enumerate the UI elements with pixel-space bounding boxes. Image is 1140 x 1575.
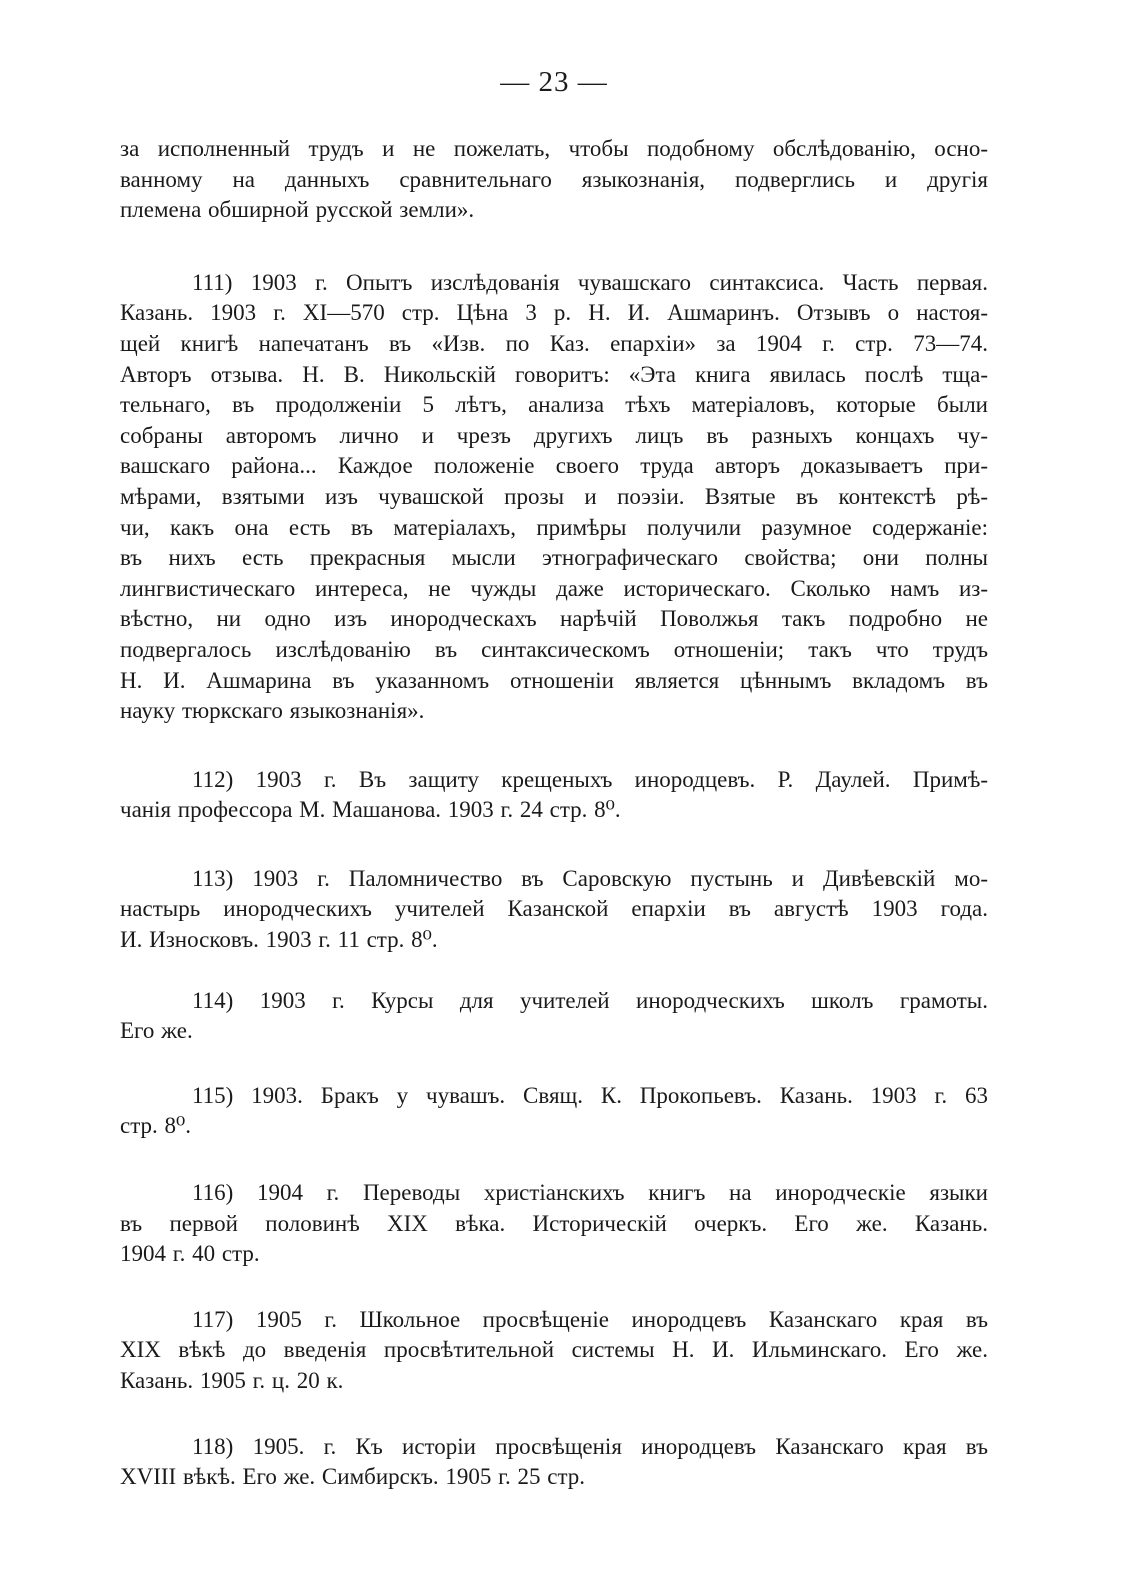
entry-115 bbox=[120, 1081, 988, 1142]
text-line: 1904 г. 40 стр. bbox=[120, 1241, 260, 1267]
entry-113 bbox=[120, 864, 988, 956]
text-line: Его же. bbox=[120, 1018, 193, 1044]
text-line: чи, какъ она есть въ матеріалахъ, примѣры получили разумное содержаніе: bbox=[120, 514, 988, 540]
text-line: собраны авторомъ лично и чрезъ другихъ лицъ въ разныхъ концахъ чу- bbox=[120, 422, 988, 448]
paragraph-continuation bbox=[120, 134, 988, 226]
text-line: стр. 8⁰. bbox=[120, 1113, 192, 1139]
entry-111 bbox=[120, 268, 988, 727]
text-line: настырь инородческихъ учителей Казанской епархіи въ августѣ 1903 года. bbox=[120, 896, 988, 922]
text-line: 115) 1903. Бракъ у чувашъ. Свящ. К. Прокопьевъ. Казань. 1903 г. 63 bbox=[192, 1082, 988, 1108]
text-line: Н. И. Ашмарина въ указанномъ отношеніи является цѣннымъ вкладомъ въ bbox=[120, 667, 988, 693]
text-line: вѣстно, ни одно изъ инородческахъ нарѣчій Поволжья такъ подробно не bbox=[120, 606, 988, 632]
text-line: вашскаго района... Каждое положеніе своего труда авторъ доказываетъ при- bbox=[120, 453, 988, 479]
text-line: въ первой половинѣ XIX вѣка. Историческій очеркъ. Его же. Казань. bbox=[120, 1210, 988, 1236]
entry-112 bbox=[120, 765, 988, 826]
text-line: въ нихъ есть прекрасныя мысли этнографическаго свойства; они полны bbox=[120, 545, 988, 571]
text-line: Авторъ отзыва. Н. В. Никольскій говоритъ: «Эта книга явилась послѣ тща- bbox=[120, 361, 988, 387]
text-line: XVIII вѣкѣ. Его же. Симбирскъ. 1905 г. 25 стр. bbox=[120, 1464, 586, 1490]
text-line: щей книгѣ напечатанъ въ «Изв. по Каз. епархіи» за 1904 г. стр. 73—74. bbox=[120, 330, 988, 356]
page-number: — 23 — bbox=[500, 66, 608, 98]
entry-114 bbox=[120, 986, 988, 1047]
text-line: ванному на данныхъ сравнительнаго языкознанія, подверглись и другія bbox=[120, 166, 988, 192]
text-line: 116) 1904 г. Переводы христіанскихъ книгъ на инородческіе языки bbox=[192, 1180, 988, 1206]
text-line: науку тюркскаго языкознанія». bbox=[120, 698, 425, 724]
text-line: 118) 1905. г. Къ исторіи просвѣщенія инородцевъ Казанскаго края въ bbox=[192, 1433, 988, 1459]
text-line: лингвистическаго интереса, не чужды даже историческаго. Сколько намъ из- bbox=[120, 575, 988, 601]
text-line: И. Износковъ. 1903 г. 11 стр. 8⁰. bbox=[120, 927, 438, 953]
entry-116 bbox=[120, 1178, 988, 1270]
text-line: за исполненный трудъ и не пожелать, чтобы подобному обслѣдованію, осно- bbox=[120, 136, 988, 161]
page bbox=[120, 60, 988, 1493]
text-line: Казань. 1905 г. ц. 20 к. bbox=[120, 1368, 344, 1393]
text-line: чанія профессора М. Машанова. 1903 г. 24 стр. 8⁰. bbox=[120, 797, 621, 823]
text-line: 111) 1903 г. Опытъ изслѣдованія чувашскаго синтаксиса. Часть первая. bbox=[192, 269, 988, 295]
text-line: 113) 1903 г. Паломничество въ Саровскую пустынь и Дивѣевскій мо- bbox=[192, 865, 988, 891]
text-line: 117) 1905 г. Школьное просвѣщеніе инородцевъ Казанскаго края въ bbox=[192, 1306, 988, 1332]
text-line: подвергалось изслѣдованію въ синтаксическомъ отношеніи; такъ что трудъ bbox=[120, 636, 988, 662]
text-line: Казань. 1903 г. XI—570 стр. Цѣна 3 р. Н. И. Ашмаринъ. Отзывъ о настоя- bbox=[120, 300, 988, 326]
text-line: тельнаго, въ продолженіи 5 лѣтъ, анализа тѣхъ матеріаловъ, которые были bbox=[120, 392, 988, 418]
text-line: племена обширной русской земли». bbox=[120, 197, 475, 223]
text-line: 114) 1903 г. Курсы для учителей инородческихъ школъ грамоты. bbox=[192, 987, 988, 1013]
entry-118 bbox=[120, 1432, 988, 1493]
entry-117 bbox=[120, 1305, 988, 1397]
text-line: мѣрами, взятыми изъ чувашской прозы и поэзіи. Взятые въ контекстѣ рѣ- bbox=[120, 483, 988, 509]
text-line: XIX вѣкѣ до введенія просвѣтительной системы Н. И. Ильминскаго. Его же. bbox=[120, 1337, 988, 1363]
text-line: 112) 1903 г. Въ защиту крещеныхъ инородцевъ. Р. Даулей. Примѣ- bbox=[192, 766, 988, 792]
